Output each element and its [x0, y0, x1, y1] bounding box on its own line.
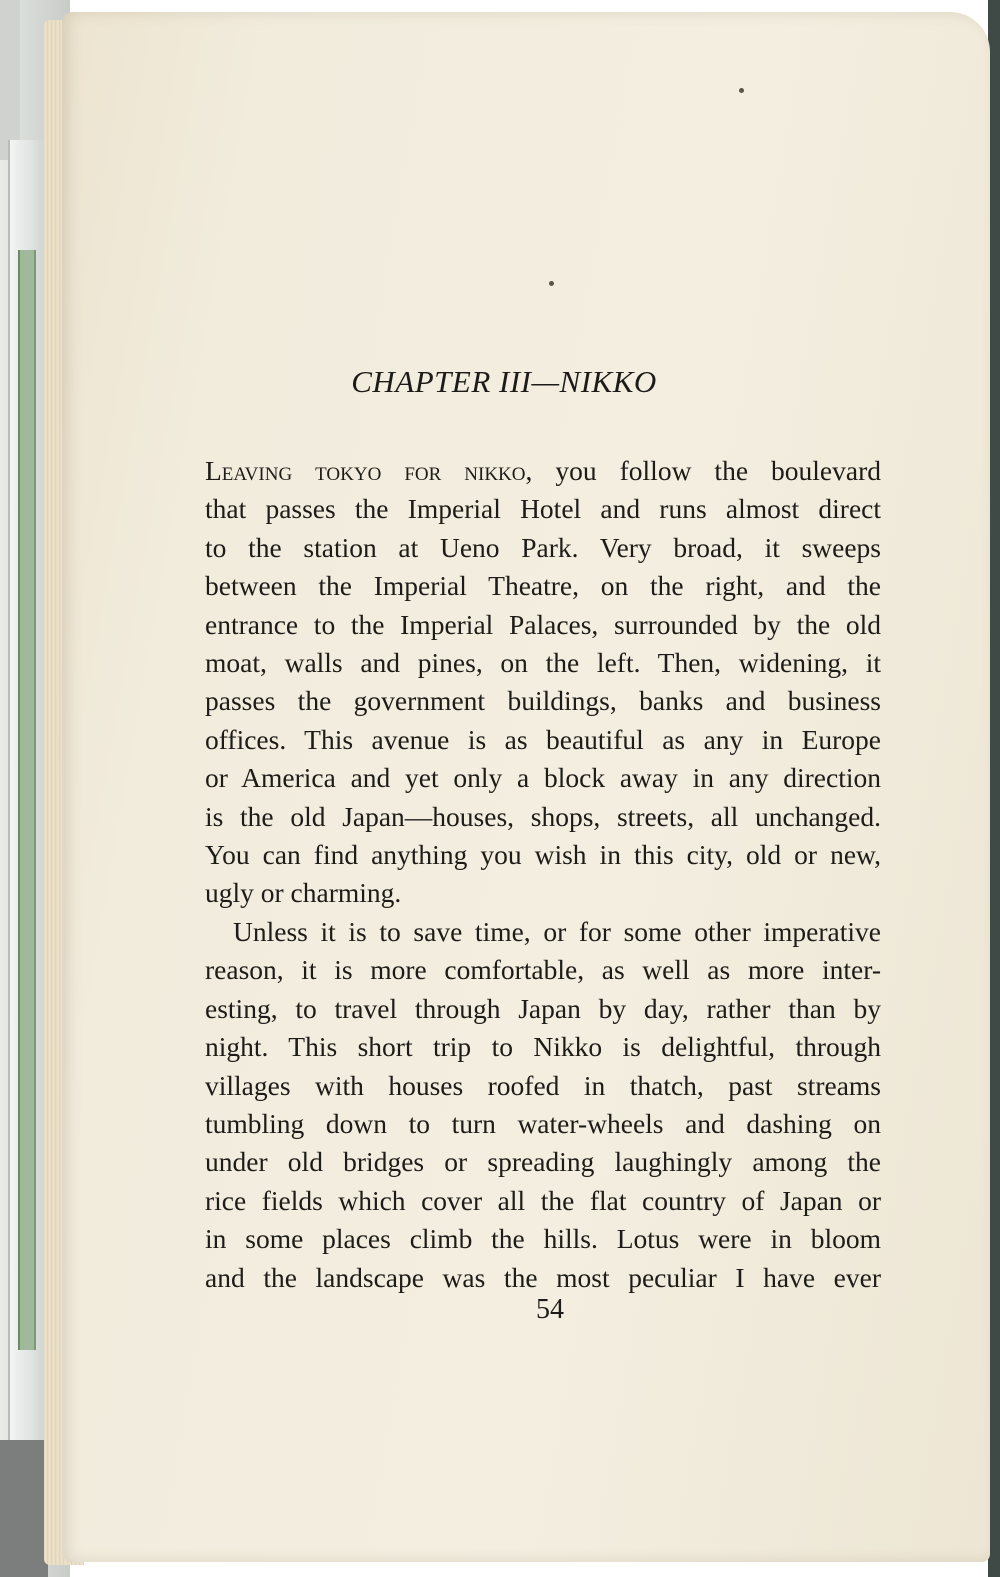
- text-line: rice fields which cover all the flat country of Japan or: [205, 1184, 881, 1216]
- opening-small-caps: Leaving tokyo for nikko,: [205, 455, 533, 486]
- body-text: [205, 452, 881, 1297]
- book-page: [62, 12, 990, 1562]
- cover-green-stripe: [18, 250, 36, 1350]
- text-line: is the old Japan—houses, shops, streets, all unchanged.: [205, 800, 881, 832]
- text-line: villages with houses roofed in thatch, past streams: [205, 1069, 881, 1101]
- text-line: that passes the Imperial Hotel and runs almost direct: [205, 493, 881, 525]
- text-line: You can find anything you wish in this city, old or new,: [205, 839, 881, 871]
- text-line: or America and yet only a block away in any direction: [205, 762, 881, 794]
- text-line: moat, walls and pines, on the left. Then, widening, it: [205, 647, 881, 679]
- text-line: night. This short trip to Nikko is delightful, through: [205, 1031, 881, 1063]
- text-line: tumbling down to turn water-wheels and dashing on: [205, 1107, 881, 1139]
- text-line: reason, it is more comfortable, as well as more inter-: [205, 954, 881, 986]
- text-line: [205, 452, 881, 490]
- paper-speck: [549, 281, 554, 286]
- text-line: under old bridges or spreading laughingly among the: [205, 1146, 881, 1178]
- page-number: 54: [536, 1294, 564, 1325]
- cover-corner: [0, 0, 20, 160]
- text-line: between the Imperial Theatre, on the right, and the: [205, 570, 881, 602]
- text-line: ugly or charming.: [205, 877, 402, 909]
- text-line-fragment: you follow the boulevard: [532, 455, 881, 486]
- text-line: and the landscape was the most peculiar I have ever: [205, 1261, 881, 1293]
- text-line: offices. This avenue is as beautiful as any in Europe: [205, 723, 881, 755]
- text-line: entrance to the Imperial Palaces, surrounded by the old: [205, 608, 881, 640]
- text-line: in some places climb the hills. Lotus were in bloom: [205, 1223, 881, 1255]
- text-line: Unless it is to save time, or for some other imperative: [233, 915, 881, 947]
- chapter-title: CHAPTER III—NIKKO: [351, 364, 657, 399]
- text-line: passes the government buildings, banks and business: [205, 685, 881, 717]
- text-line: to the station at Ueno Park. Very broad, it sweeps: [205, 531, 881, 563]
- paper-speck: [739, 88, 744, 93]
- text-line: esting, to travel through Japan by day, rather than by: [205, 992, 881, 1024]
- cover-bottom-shadow: [0, 1440, 48, 1577]
